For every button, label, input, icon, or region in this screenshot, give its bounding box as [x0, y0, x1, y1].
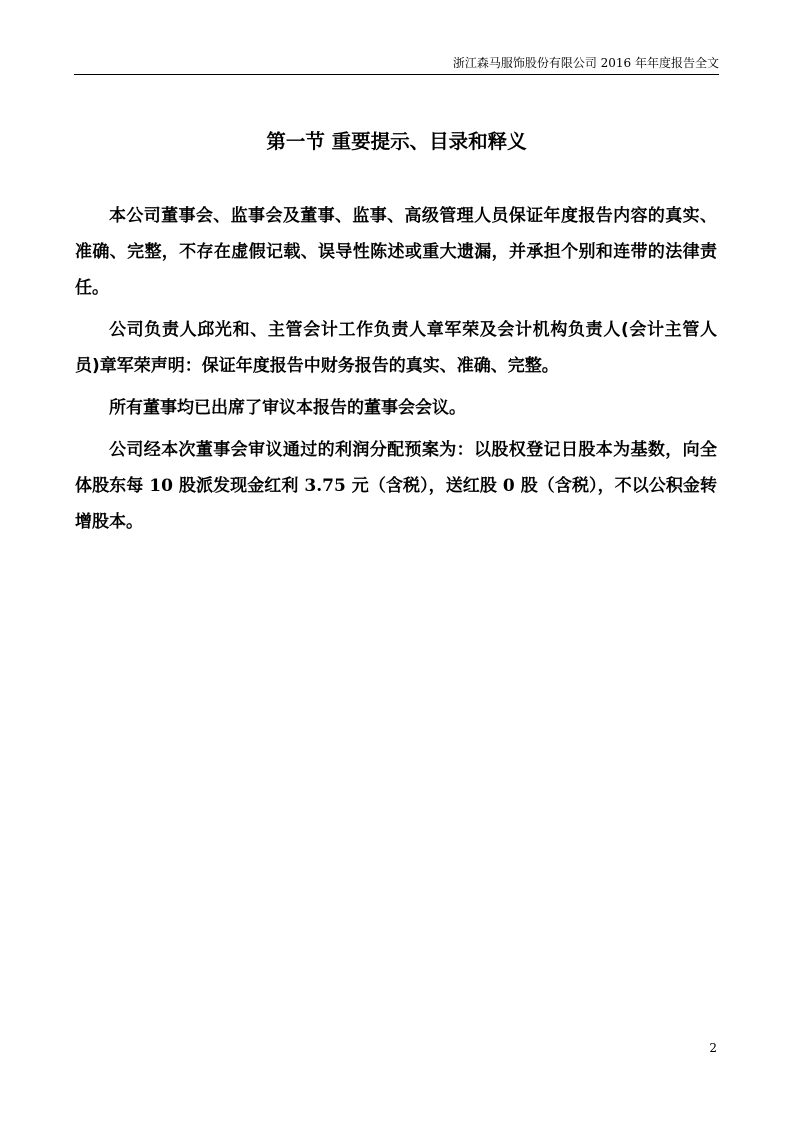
page-header	[74, 56, 719, 75]
page-number: 2	[709, 1041, 717, 1055]
responsibility-statement: 本公司董事会、监事会及董事、监事、高级管理人员保证年度报告内容的真实、准确、完整，不存在虚假记载、误导性陈述或重大遗漏，并承担个别和连带的法律责任。	[75, 206, 717, 298]
document-body	[75, 198, 717, 546]
cash-dividend-amount: 3.75	[304, 476, 346, 496]
header-title: 浙江森马服饰股份有限公司 2016 年年度报告全文	[452, 56, 719, 70]
distribution-text-2: 股派发现金红利	[172, 476, 305, 496]
financial-report-declaration: 公司负责人邱光和、主管会计工作负责人章军荣及会计机构负责人(会计主管人员)章军荣声明：保证年度报告中财务报告的真实、准确、完整。	[75, 320, 717, 376]
share-base-number: 10	[149, 476, 173, 496]
profit-distribution-plan	[75, 432, 717, 540]
distribution-text-3: 元（含税），送红股	[345, 476, 503, 496]
board-attendance-statement: 所有董事均已出席了审议本报告的董事会会议。	[109, 398, 466, 418]
bonus-share-number: 0	[502, 476, 515, 496]
section-title: 第一节 重要提示、目录和释义	[266, 130, 527, 153]
distribution-text-1: 公司经本次董事会审议通过的利润分配预案为：以股权登记日股本为基数，向全体股东每	[75, 440, 717, 496]
distribution-text-4: 股（含税），不以公积金转增股本。	[75, 476, 717, 532]
